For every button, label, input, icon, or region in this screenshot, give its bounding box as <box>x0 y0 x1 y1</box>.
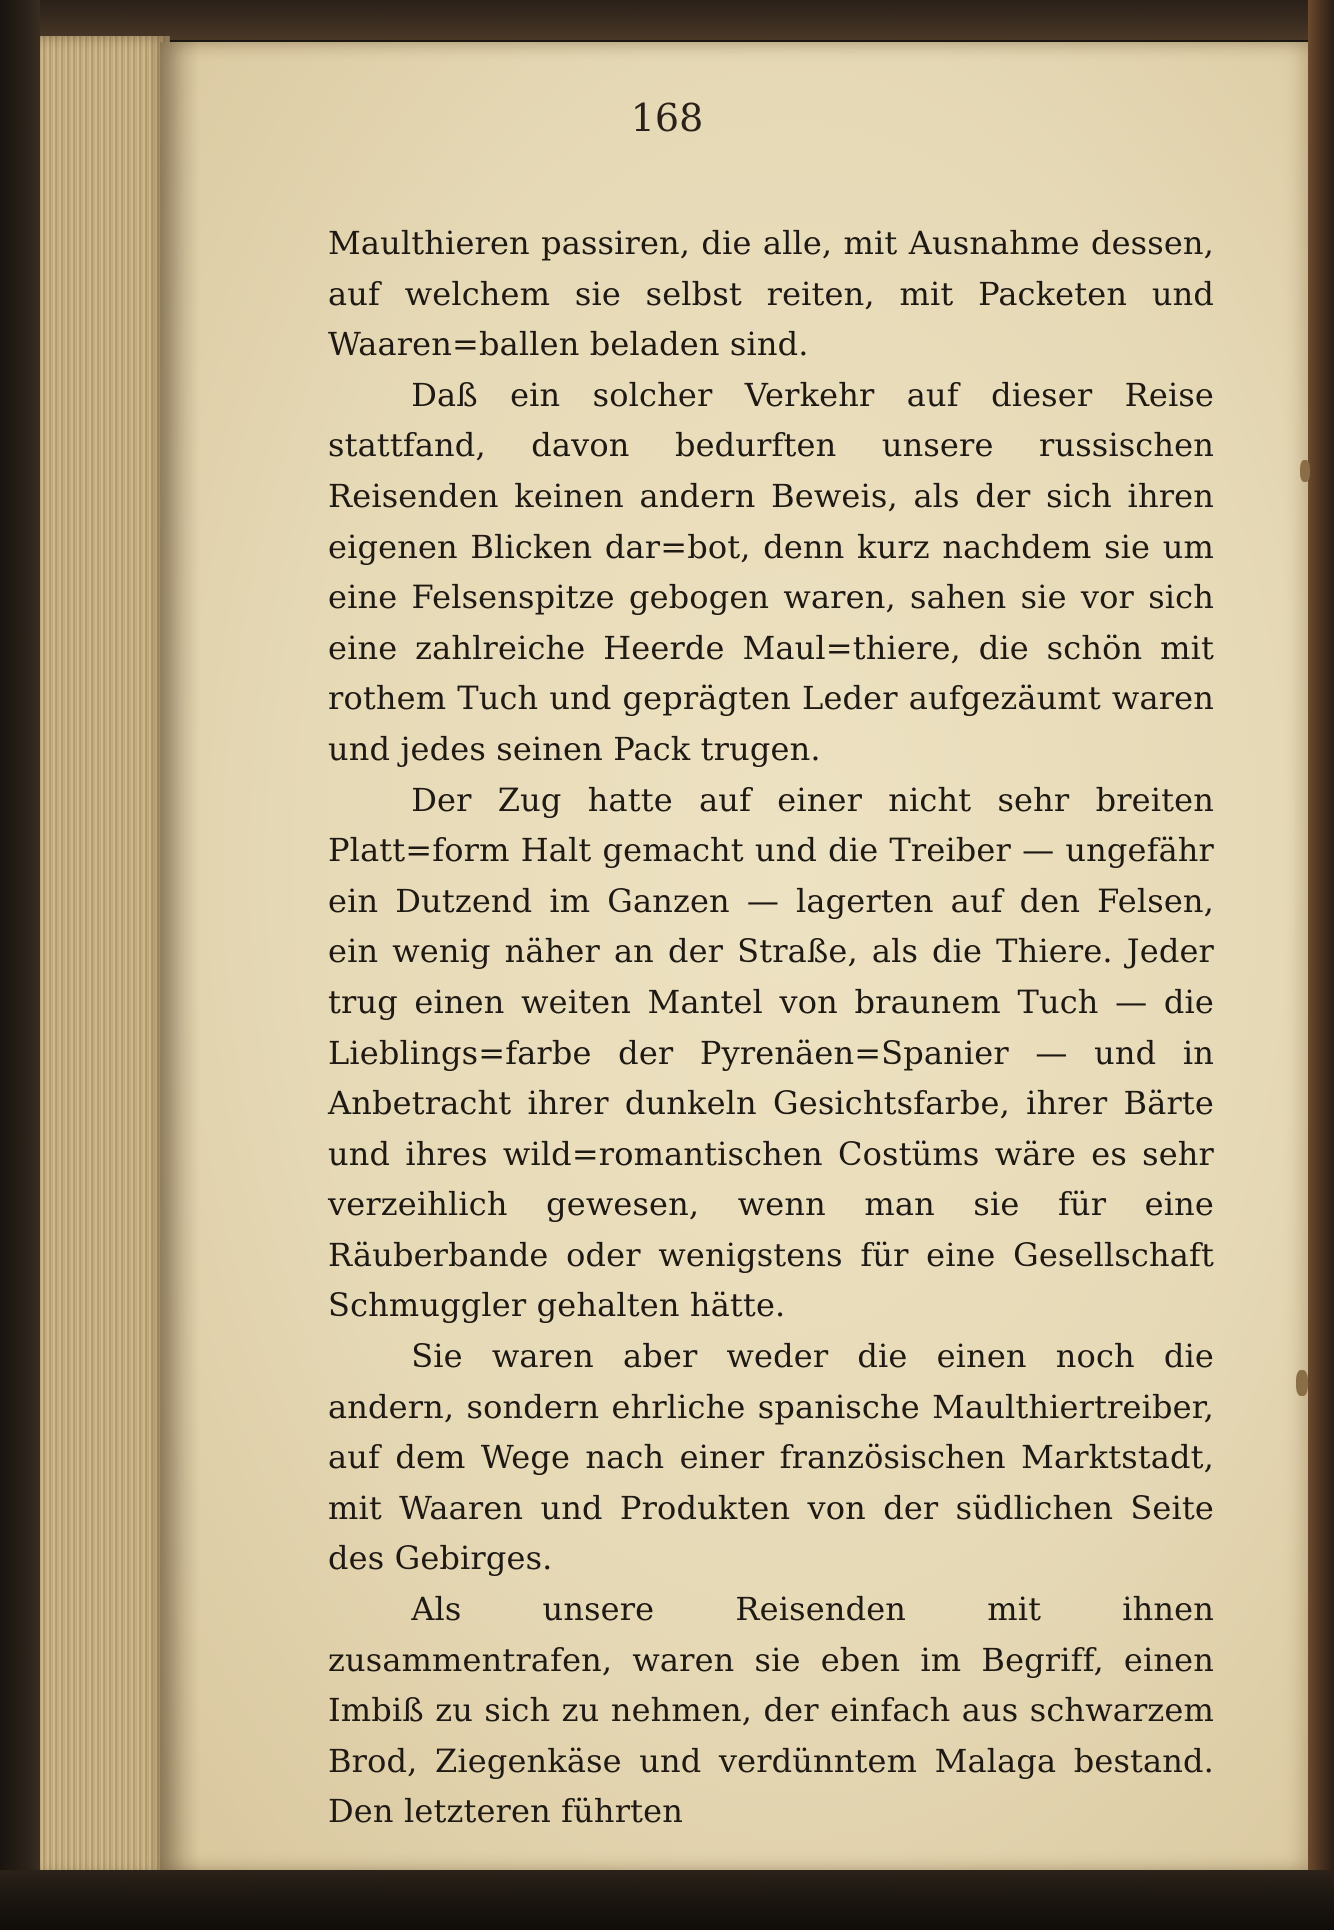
gutter-shadow <box>160 42 200 1872</box>
body-text <box>328 218 1214 1837</box>
page-number: 168 <box>630 96 704 140</box>
paragraph: Maulthieren passiren, die alle, mit Ausnahme dessen, auf welchem sie selbst reiten, mit Packeten und Waaren=ballen beladen sind. <box>328 224 1214 364</box>
book-cover-left <box>0 0 40 1930</box>
page-edges <box>40 36 170 1876</box>
paragraph: Daß ein solcher Verkehr auf dieser Reise stattfand, davon bedurften unsere russischen Reisenden keinen andern Beweis, als der sich ihren eigenen Blicken dar=bot, denn kurz nachdem sie um eine Felsenspitze gebogen waren, sahen sie vor sich eine zahlreiche Heerde Maul=thiere, die schön mit rothem Tuch und geprägten Leder aufgezäumt waren und jedes seinen Pack trugen. <box>328 375 1214 768</box>
book-cover-right <box>1308 0 1334 1930</box>
page-stain <box>1296 1370 1308 1396</box>
paragraph: Der Zug hatte auf einer nicht sehr breiten Platt=form Halt gemacht und die Treiber — ungefähr ein Dutzend im Ganzen — lagerten auf den Felsen, ein wenig näher an der Straße, als die Thiere. Jeder trug einen weiten Mantel von braunem Tuch — die Lieblings=farbe der Pyrenäen=Spanier — und in Anbetracht ihrer dunkeln Gesichtsfarbe, ihrer Bärte und ihres wild=romantischen Costüms wäre es sehr verzeihlich gewesen, wenn man sie für eine Räuberbande oder wenigstens für eine Gesellschaft Schmuggler gehalten hätte. <box>328 780 1214 1325</box>
page-stain <box>1300 460 1310 482</box>
book-cover-bottom <box>0 1870 1334 1930</box>
paragraph: Sie waren aber weder die einen noch die andern, sondern ehrliche spanische Maulthiertreiber, auf dem Wege nach einer französischen Marktstadt, mit Waaren und Produkten von der südlichen Seite des Gebirges. <box>328 1337 1214 1578</box>
paragraph: Als unsere Reisenden mit ihnen zusammentrafen, waren sie eben im Begriff, einen Imbiß zu sich zu nehmen, der einfach aus schwarzem Brod, Ziegenkäse und verdünntem Malaga bestand. Den letzteren führten <box>328 1590 1214 1831</box>
book-cover-top <box>0 0 1334 40</box>
